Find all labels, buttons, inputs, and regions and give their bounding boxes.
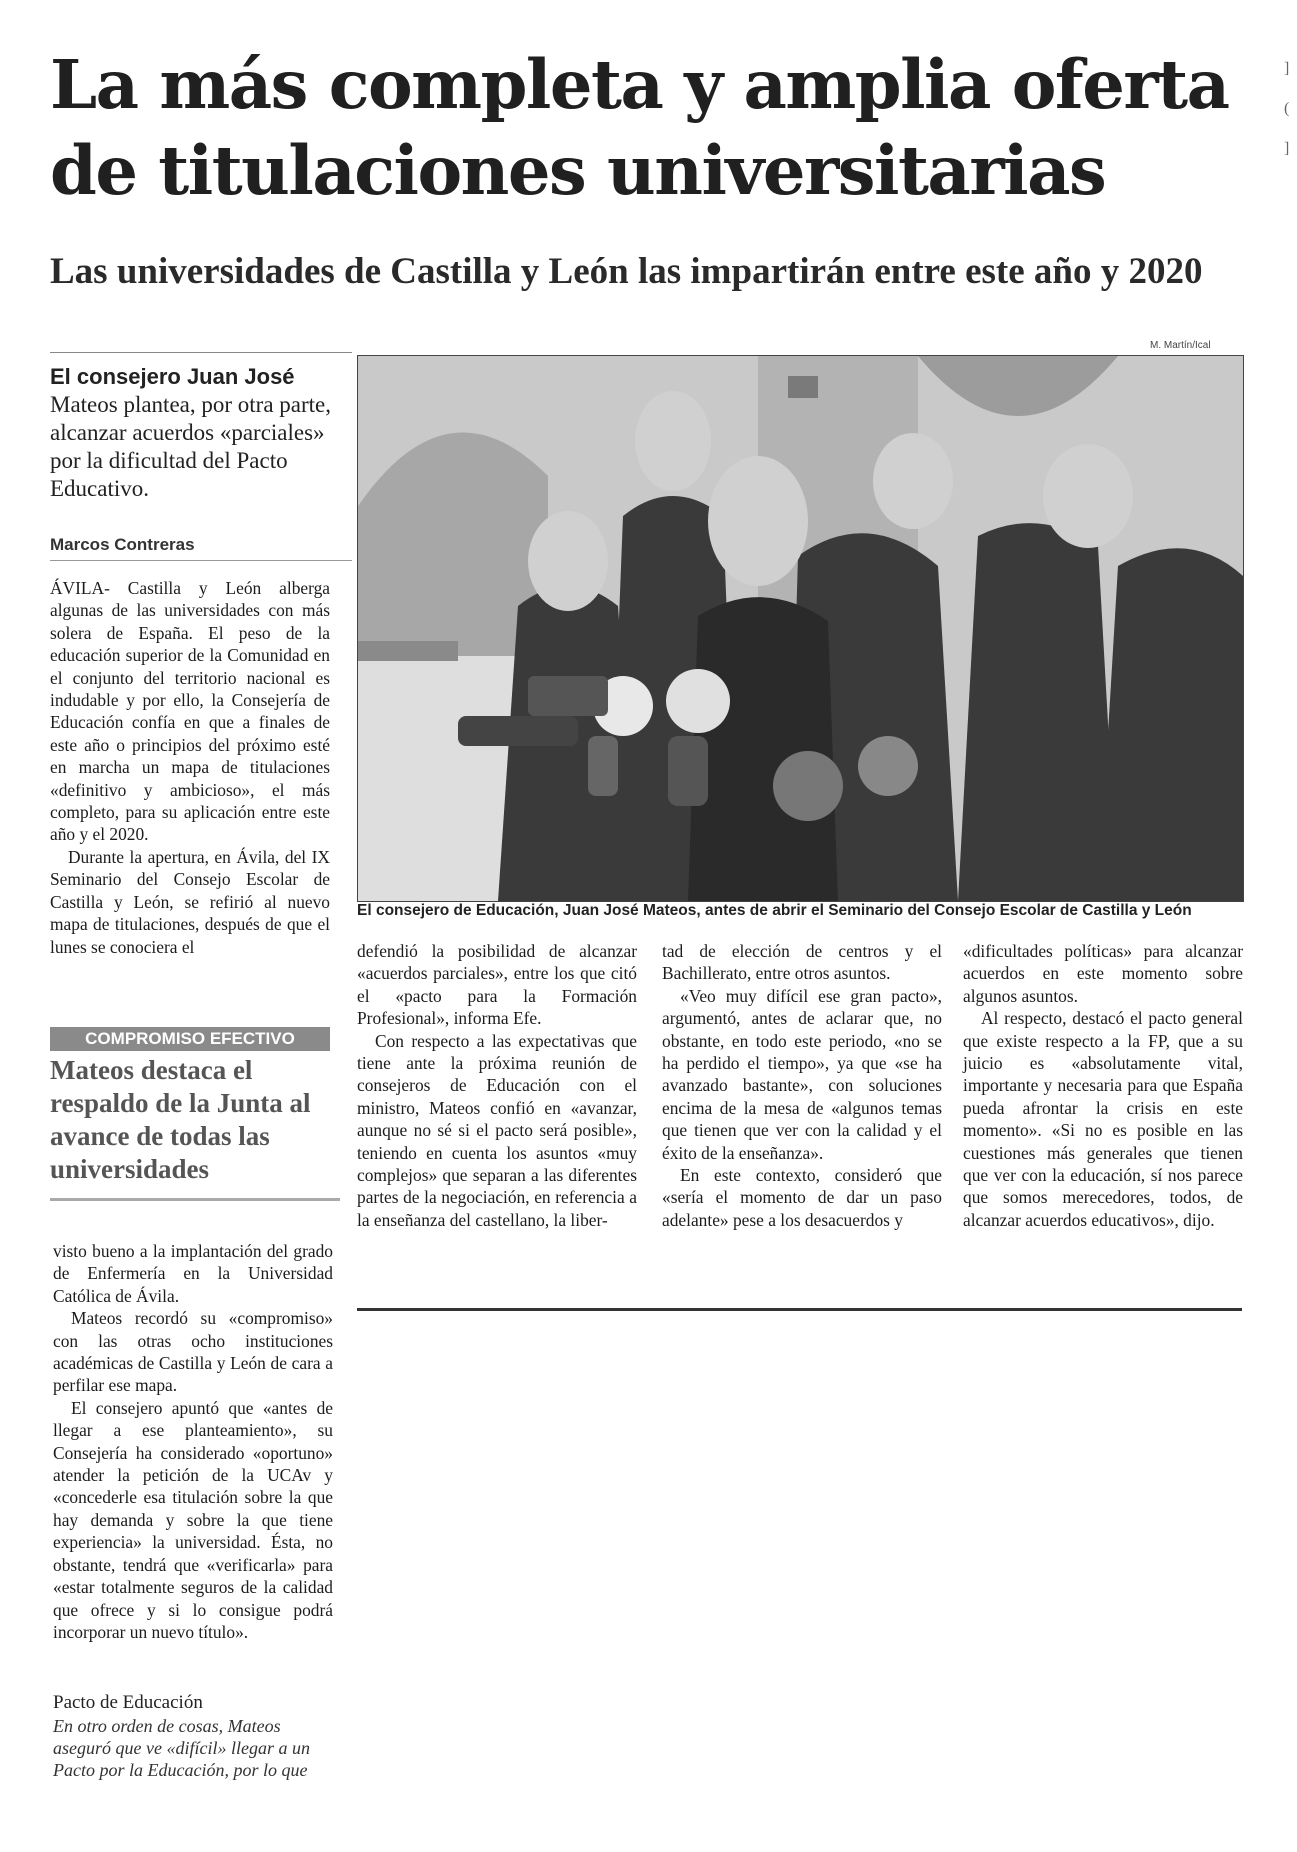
paragraph: «Veo muy difícil ese gran pacto», argumentó, antes de aclarar que, no obstante, en todo este periodo, «no se ha perdido el tiempo», ya que «se ha avanzado bastante», con soluciones encima de la mesa de «algunos temas que tienen que ver con la calidad y el éxito de la enseñanza». [662,985,942,1163]
divider-rule [50,1198,340,1201]
headline-line-1: La más completa y amplia oferta [50,45,1229,124]
paragraph: «dificultades políticas» para alcanzar acuerdos en este momento sobre algunos asuntos. [963,941,1243,1006]
section-title: Pacto de Educación [53,1692,203,1713]
divider-rule [357,1308,1242,1311]
photo-caption: El consejero de Educación, Juan José Mateos, antes de abrir el Seminario del Consejo Escolar de Castilla y León [357,902,1192,919]
column-2 [357,940,637,1231]
paragraph: ÁVILA- Castilla y León alberga algunas de las universidades con más solera de España. El peso de la educación superior de la Comunidad en el conjunto del territorio nacional es indudable y por ello, la Consejería de Educación confía en que a finales de este año o principios del próximo esté en marcha un mapa de titulaciones «definitivo y ambicioso», el más completo, para su aplicación entre este año y el 2020. [50,578,330,845]
column-1-top [50,577,330,958]
byline: Marcos Contreras [50,535,195,554]
column-3 [662,940,942,1231]
section-box-label: COMPROMISO EFECTIVO [50,1027,330,1051]
paragraph: Con respecto a las expectativas que tiene ante la próxima reunión de consejeros de Educación con el ministro, Mateos confió en «avanzar, aunque no sé si el pacto será posible», teniendo en cuenta los asuntos «muy complejos» que separan a las diferentes partes de la negociación, en referencia a la enseñanza del castellano, la liber- [357,1030,637,1230]
box-headline: Mateos destaca el respaldo de la Junta al avance de todas las universidades [50,1055,311,1184]
edge-artifact: ( [1284,100,1290,117]
photo-credit: M. Martín/Ical [1150,340,1211,351]
column-4 [963,940,1243,1231]
headline [50,42,1250,214]
paragraph: tad de elección de centros y el Bachillerato, entre otros asuntos. [662,941,942,984]
subheadline: Las universidades de Castilla y León las impartirán entre este año y 2020 [50,251,1203,292]
paragraph: Mateos recordó su «compromiso» con las otras ocho instituciones académicas de Castilla y León de cara a perfilar ese mapa. [53,1308,333,1396]
headline-line-2: de titulaciones universitarias [50,131,1106,210]
lead-text: Mateos plantea, por otra parte, alcanzar acuerdos «parciales» por la dificultad del Pacto Educativo. [50,392,331,501]
paragraph: visto bueno a la implantación del grado de Enfermería en la Universidad Católica de Ávila. [53,1241,333,1306]
divider-rule [50,560,352,561]
edge-artifact: ] [1284,60,1290,77]
section-text: En otro orden de cosas, Mateos aseguró que ve «difícil» llegar a un Pacto por la Educación, por lo que [53,1716,310,1780]
paragraph: En este contexto, consideró que «sería el momento de dar un paso adelante» pese a los desacuerdos y [662,1165,942,1230]
news-photo [357,355,1244,902]
paragraph: Al respecto, destacó el pacto general que existe respecto a la FP, que a su juicio es «absolutamente vital, importante y necesaria para que España pueda afrontar la crisis en este momento». «Si no es posible en las cuestiones más generales que tienen que ver con la educación, sí nos parece que somos merecedores, todos, de alcanzar acuerdos educativos», dijo. [963,1008,1243,1230]
lead-paragraph [50,363,350,503]
photo-illustration [358,356,1243,901]
edge-artifact: ] [1284,140,1290,157]
paragraph: Durante la apertura, en Ávila, del IX Seminario del Consejo Escolar de Castilla y León, se refirió al nuevo mapa de titulaciones, después de que el lunes se conociera el [50,846,330,957]
column-1-bottom [53,1240,333,1643]
paragraph: defendió la posibilidad de alcanzar «acuerdos parciales», entre los que citó el «pacto para la Formación Profesional», informa Efe. [357,941,637,1029]
divider-rule [50,352,352,353]
lead-bold: El consejero Juan José [50,364,295,389]
paragraph: El consejero apuntó que «antes de llegar a ese planteamiento», su Consejería ha considerado «oportuno» atender la petición de la UCAv y «concederle esa titulación sobre la que hay demanda y sobre la que tiene experiencia» la universidad. Ésta, no obstante, tendrá que «verificarla» para «estar totalmente seguros de la calidad que ofrece y si lo consigue podrá incorporar un nuevo título». [53,1397,333,1642]
